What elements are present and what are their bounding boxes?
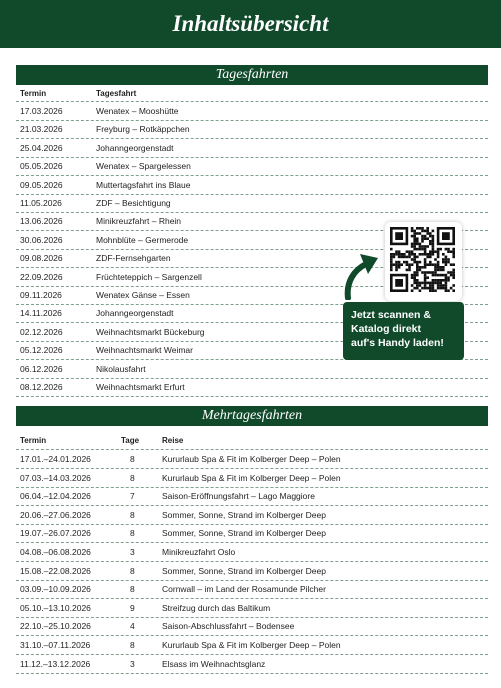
table-row	[16, 120, 488, 139]
row-date: 07.03.–14.03.2026	[20, 472, 91, 483]
row-trip: Sommer, Sonne, Strand im Kolberger Deep	[162, 509, 326, 520]
row-trip: Saison-Abschlussfahrt – Bodensee	[162, 621, 295, 632]
table-row	[16, 139, 488, 158]
row-trip: Sommer, Sonne, Strand im Kolberger Deep	[162, 528, 326, 539]
row-tour: Wenatex – Mooshütte	[96, 106, 179, 116]
row-tour: ZDF – Besichtigung	[96, 198, 171, 208]
row-days: 4	[130, 621, 135, 632]
row-date: 17.03.2026	[20, 106, 63, 116]
page-title: Inhaltsübersicht	[172, 11, 329, 36]
row-tour: Weihnachtsmarkt Bückeburg	[96, 326, 205, 337]
row-date: 31.10.–07.11.2026	[20, 640, 91, 650]
row-days: 8	[130, 472, 135, 483]
table-row	[16, 469, 488, 488]
row-days: 8	[130, 454, 135, 464]
row-date: 14.11.2026	[20, 308, 62, 319]
row-date: 20.06.–27.06.2026	[20, 509, 91, 520]
table-row	[16, 599, 488, 618]
row-date: 17.01.–24.01.2026	[20, 454, 91, 464]
row-days: 8	[130, 565, 135, 576]
page-header	[0, 0, 501, 48]
row-date: 25.04.2026	[20, 142, 63, 153]
row-date: 06.12.2026	[20, 363, 63, 374]
row-date: 09.11.2026	[20, 290, 62, 300]
row-tour: Freyburg – Rotkäppchen	[96, 124, 190, 135]
table-row	[16, 543, 488, 562]
scan-promo-box	[343, 302, 464, 360]
table-row	[16, 636, 488, 655]
row-date: 21.03.2026	[20, 124, 63, 135]
row-date: 11.05.2026	[20, 198, 62, 208]
row-days: 8	[130, 528, 135, 539]
row-tour: Johanngeorgenstadt	[96, 308, 174, 319]
row-tour: Früchteteppich – Sargenzell	[96, 271, 202, 282]
row-date: 06.04.–12.04.2026	[20, 491, 91, 502]
table-row	[16, 378, 488, 397]
mehrtagesfahrten-header: Mehrtagesfahrten	[16, 406, 488, 426]
curved-arrow-icon	[340, 248, 384, 300]
col-tagesfahrt: Tagesfahrt	[96, 89, 137, 98]
table-row	[16, 524, 488, 543]
row-date: 13.06.2026	[20, 216, 63, 227]
row-date: 05.05.2026	[20, 161, 63, 172]
table-row	[16, 487, 488, 506]
row-trip: Minikreuzfahrt Oslo	[162, 547, 236, 557]
row-tour: Mohnblüte – Germerode	[96, 234, 189, 245]
promo-line: Katalog direkt	[351, 323, 422, 335]
table-row	[16, 102, 488, 121]
table-row	[16, 157, 488, 176]
row-date: 05.10.–13.10.2026	[20, 602, 91, 613]
table-row	[16, 360, 488, 379]
row-date: 30.06.2026	[20, 234, 63, 245]
row-trip: Kururlaub Spa & Fit im Kolberger Deep – Polen	[162, 640, 341, 650]
table-row	[16, 580, 488, 599]
table-row	[16, 176, 488, 195]
row-tour: Weihnachtsmarkt Weimar	[96, 345, 193, 356]
row-trip: Kururlaub Spa & Fit im Kolberger Deep – Polen	[162, 472, 341, 483]
row-trip: Elsass im Weihnachtsglanz	[162, 658, 266, 669]
row-date: 22.09.2026	[20, 271, 63, 282]
row-date: 09.05.2026	[20, 179, 63, 190]
table-row	[16, 450, 488, 469]
table-row	[16, 655, 488, 674]
row-trip: Streifzug durch das Baltikum	[162, 602, 271, 613]
row-tour: Nikolausfahrt	[96, 363, 146, 374]
row-tour: Johanngeorgenstadt	[96, 142, 174, 153]
table-row	[16, 506, 488, 525]
table-row	[16, 617, 488, 636]
row-date: 11.12.–13.12.2026	[20, 658, 91, 669]
promo-line: Jetzt scannen &	[351, 309, 431, 321]
promo-line: auf's Handy laden!	[351, 337, 444, 349]
table-row	[16, 194, 488, 213]
row-trip: Sommer, Sonne, Strand im Kolberger Deep	[162, 565, 326, 576]
row-days: 3	[130, 658, 135, 669]
col-termin: Termin	[20, 436, 47, 445]
row-date: 08.12.2026	[20, 382, 63, 392]
col-tage: Tage	[121, 436, 140, 445]
row-trip: Cornwall – im Land der Rosamunde Pilcher	[162, 584, 326, 595]
row-days: 8	[130, 509, 135, 520]
row-date: 04.08.–06.08.2026	[20, 547, 91, 557]
row-tour: Muttertagsfahrt ins Blaue	[96, 179, 191, 190]
tagesfahrten-header: Tagesfahrten	[16, 65, 488, 85]
row-tour: Wenatex – Spargelessen	[96, 161, 191, 172]
row-days: 9	[130, 602, 135, 613]
col-termin: Termin	[20, 89, 47, 98]
row-days: 8	[130, 640, 135, 650]
row-tour: Minikreuzfahrt – Rhein	[96, 216, 182, 227]
row-date: 03.09.–10.09.2026	[20, 584, 91, 595]
row-date: 02.12.2026	[20, 326, 63, 337]
col-reise: Reise	[162, 436, 184, 445]
row-tour: Wenatex Gänse – Essen	[96, 290, 190, 300]
table-row	[16, 562, 488, 581]
row-tour: ZDF-Fernsehgarten	[96, 253, 171, 264]
row-days: 8	[130, 584, 135, 595]
row-trip: Kururlaub Spa & Fit im Kolberger Deep – Polen	[162, 454, 341, 464]
row-days: 7	[130, 491, 135, 502]
row-date: 19.07.–26.07.2026	[20, 528, 91, 539]
row-days: 3	[130, 547, 135, 557]
row-trip: Saison-Eröffnungsfahrt – Lago Maggiore	[162, 491, 315, 502]
row-date: 05.12.2026	[20, 345, 63, 356]
row-tour: Weihnachtsmarkt Erfurt	[96, 382, 185, 392]
row-date: 15.08.–22.08.2026	[20, 565, 91, 576]
row-date: 22.10.–25.10.2026	[20, 621, 91, 632]
row-date: 09.08.2026	[20, 253, 63, 264]
qr-code-icon[interactable]	[385, 222, 462, 301]
